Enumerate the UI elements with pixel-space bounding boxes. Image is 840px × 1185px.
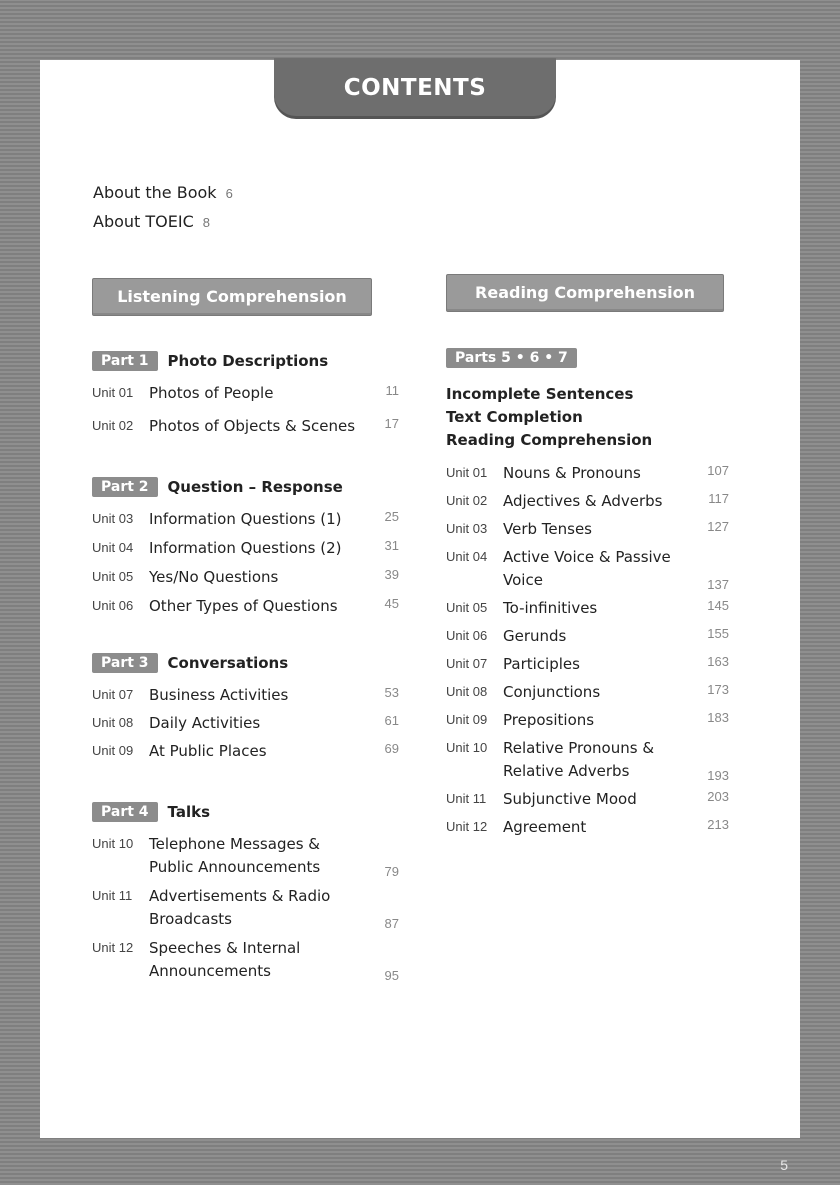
unit-row[interactable] <box>446 709 746 732</box>
unit-page: 45 <box>384 596 399 611</box>
reading-column <box>446 274 746 844</box>
unit-row[interactable] <box>92 595 422 618</box>
reading-subtitle: Text Completion <box>446 408 583 426</box>
part-1 <box>92 348 422 438</box>
part-header <box>92 650 422 676</box>
listening-column <box>92 278 422 989</box>
unit-label: Unit 06 <box>446 628 488 643</box>
unit-row[interactable] <box>446 737 746 783</box>
unit-label: Unit 02 <box>446 493 488 508</box>
unit-label: Unit 08 <box>446 684 488 699</box>
unit-title: Information Questions (1) <box>149 510 342 528</box>
unit-label: Unit 10 <box>446 740 488 755</box>
unit-label: Unit 01 <box>92 385 134 400</box>
intro-list <box>93 183 233 241</box>
part-2 <box>92 474 422 618</box>
unit-title: At Public Places <box>149 742 267 760</box>
unit-title: Adjectives & Adverbs <box>503 492 663 510</box>
reading-subtitle: Reading Comprehension <box>446 431 653 449</box>
unit-label: Unit 09 <box>446 712 488 727</box>
unit-page: 137 <box>707 577 729 592</box>
unit-label: Unit 02 <box>92 418 134 433</box>
unit-title: Participles <box>503 655 580 673</box>
unit-page: 79 <box>384 864 399 879</box>
intro-label: About TOEIC <box>93 212 194 231</box>
unit-title: Nouns & Pronouns <box>503 464 641 482</box>
unit-label: Unit 03 <box>446 521 488 536</box>
unit-title: Advertisements & Radio Broadcasts <box>149 887 331 928</box>
unit-row[interactable] <box>446 597 746 620</box>
unit-page: 69 <box>384 741 399 756</box>
unit-label: Unit 06 <box>92 598 134 613</box>
unit-title: Speeches & Internal Announcements <box>149 939 301 980</box>
unit-page: 107 <box>707 463 729 478</box>
unit-page: 11 <box>385 383 399 398</box>
part-header <box>92 348 422 374</box>
unit-page: 25 <box>384 509 399 524</box>
unit-row[interactable] <box>92 382 422 405</box>
unit-title: Business Activities <box>149 686 289 704</box>
intro-page: 8 <box>202 215 210 230</box>
unit-title: Telephone Messages & Public Announcements <box>149 835 321 876</box>
unit-label: Unit 09 <box>92 743 134 758</box>
unit-title: Other Types of Questions <box>149 597 338 615</box>
contents-title: CONTENTS <box>274 58 556 116</box>
unit-page: 155 <box>707 626 729 641</box>
part-badge: Part 1 <box>92 351 158 371</box>
page-number: 5 <box>780 1157 788 1173</box>
unit-label: Unit 04 <box>446 549 488 564</box>
unit-page: 145 <box>707 598 729 613</box>
part-badge: Parts 5 • 6 • 7 <box>446 348 577 368</box>
reading-subtitles <box>446 383 746 452</box>
intro-page: 6 <box>225 186 233 201</box>
unit-row[interactable] <box>92 684 422 707</box>
unit-row[interactable] <box>92 740 422 763</box>
unit-row[interactable] <box>446 546 746 592</box>
unit-title: Active Voice & Passive Voice <box>503 548 671 589</box>
unit-row[interactable] <box>446 518 746 541</box>
part-header <box>92 474 422 500</box>
unit-page: 183 <box>707 710 729 725</box>
part-badge: Part 4 <box>92 802 158 822</box>
unit-row[interactable] <box>92 712 422 735</box>
book-page <box>40 60 800 1138</box>
unit-title: Daily Activities <box>149 714 261 732</box>
unit-title: Information Questions (2) <box>149 539 342 557</box>
unit-title: Prepositions <box>503 711 595 729</box>
unit-row[interactable] <box>446 625 746 648</box>
unit-page: 193 <box>707 768 729 783</box>
part-header <box>92 799 422 825</box>
unit-row[interactable] <box>92 937 422 983</box>
part-badge: Part 3 <box>92 653 158 673</box>
part-title: Photo Descriptions <box>167 352 329 370</box>
unit-row[interactable] <box>92 508 422 531</box>
unit-page: 61 <box>384 713 399 728</box>
unit-title: Yes/No Questions <box>149 568 279 586</box>
unit-label: Unit 01 <box>446 465 488 480</box>
unit-row[interactable] <box>446 681 746 704</box>
unit-page: 127 <box>707 519 729 534</box>
unit-page: 17 <box>384 416 399 431</box>
unit-label: Unit 05 <box>92 569 134 584</box>
part-badge: Part 2 <box>92 477 158 497</box>
unit-title: Verb Tenses <box>503 520 592 538</box>
unit-title: Photos of People <box>149 384 274 402</box>
unit-row[interactable] <box>446 462 746 485</box>
reading-section-title: Reading Comprehension <box>446 274 724 312</box>
unit-title: Agreement <box>503 818 587 836</box>
unit-label: Unit 07 <box>446 656 488 671</box>
unit-label: Unit 12 <box>446 819 488 834</box>
unit-row[interactable] <box>92 566 422 589</box>
unit-page: 31 <box>384 538 399 553</box>
unit-label: Unit 11 <box>446 791 487 806</box>
unit-page: 117 <box>708 491 729 506</box>
intro-item-about-book[interactable] <box>93 183 233 212</box>
unit-page: 173 <box>707 682 729 697</box>
reading-part-header <box>446 347 746 371</box>
unit-title: Gerunds <box>503 627 567 645</box>
unit-title: Photos of Objects & Scenes <box>149 417 356 435</box>
unit-label: Unit 11 <box>92 888 133 903</box>
unit-label: Unit 08 <box>92 715 134 730</box>
unit-page: 87 <box>384 916 399 931</box>
unit-title: Subjunctive Mood <box>503 790 637 808</box>
unit-page: 203 <box>707 789 729 804</box>
part-4 <box>92 799 422 983</box>
unit-row[interactable] <box>446 490 746 513</box>
unit-row[interactable] <box>92 885 422 931</box>
unit-row[interactable] <box>92 833 422 879</box>
part-title: Conversations <box>167 654 289 672</box>
unit-label: Unit 04 <box>92 540 134 555</box>
unit-label: Unit 03 <box>92 511 134 526</box>
unit-row[interactable] <box>92 415 422 438</box>
listening-section-title: Listening Comprehension <box>92 278 372 316</box>
unit-label: Unit 10 <box>92 836 134 851</box>
unit-row[interactable] <box>446 653 746 676</box>
unit-page: 213 <box>707 817 729 832</box>
unit-label: Unit 12 <box>92 940 134 955</box>
intro-item-about-toeic[interactable] <box>93 212 233 241</box>
unit-label: Unit 05 <box>446 600 488 615</box>
part-title: Talks <box>167 803 211 821</box>
unit-row[interactable] <box>446 788 746 811</box>
reading-unit-list <box>446 462 746 839</box>
unit-page: 163 <box>707 654 729 669</box>
unit-title: Conjunctions <box>503 683 601 701</box>
part-3 <box>92 650 422 763</box>
part-title: Question – Response <box>167 478 343 496</box>
unit-page: 53 <box>384 685 399 700</box>
unit-page: 39 <box>384 567 399 582</box>
unit-title: Relative Pronouns & Relative Adverbs <box>503 739 655 780</box>
intro-label: About the Book <box>93 183 217 202</box>
unit-row[interactable] <box>446 816 746 839</box>
reading-subtitle: Incomplete Sentences <box>446 385 634 403</box>
unit-page: 95 <box>384 968 399 983</box>
unit-title: To-infinitives <box>503 599 598 617</box>
unit-row[interactable] <box>92 537 422 560</box>
unit-label: Unit 07 <box>92 687 134 702</box>
